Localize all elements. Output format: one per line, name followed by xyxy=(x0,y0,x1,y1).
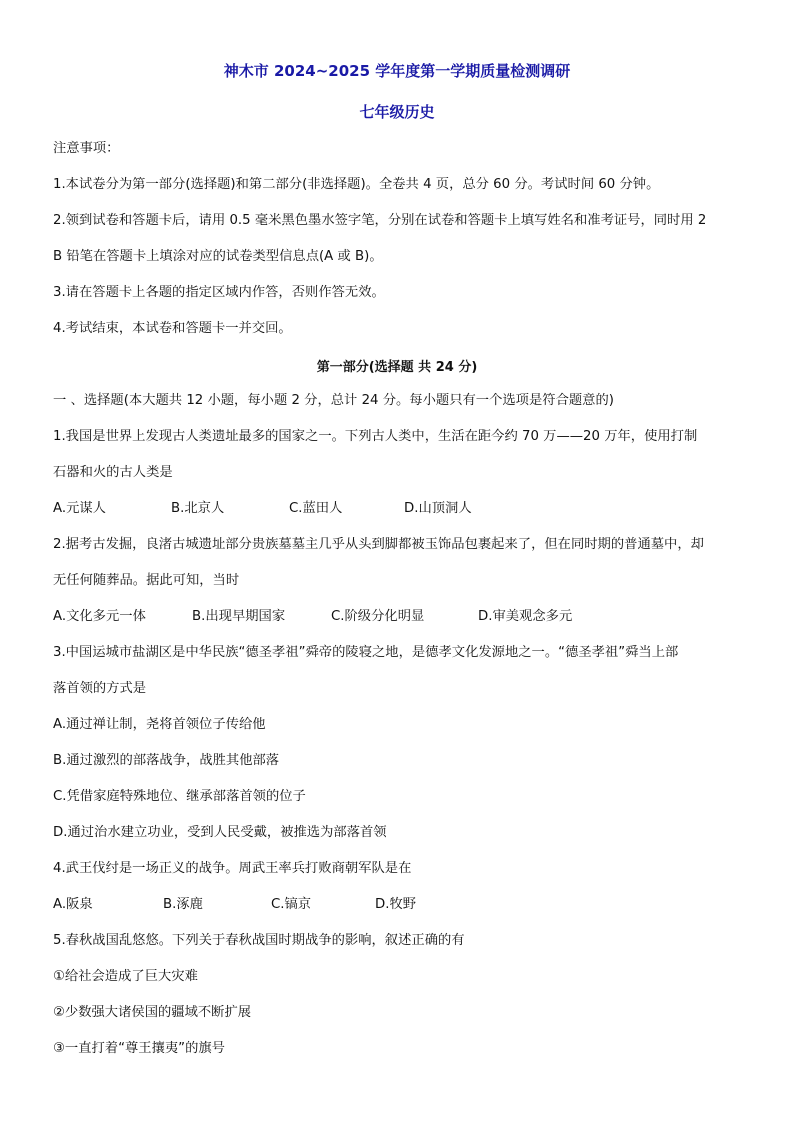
notes-heading: 注意事项： xyxy=(53,141,120,156)
note-item: B 铅笔在答题卡上填涂对应的试卷类型信息点(A 或 B)。 xyxy=(53,249,383,264)
option-a: A.通过禅让制，尧将首领位子传给他 xyxy=(53,717,266,732)
question-1-stem: 石器和火的古人类是 xyxy=(53,465,173,480)
statement-item: ①给社会造成了巨大灾难 xyxy=(53,969,198,984)
question-4-stem: 4.武王伐纣是一场正义的战争。周武王率兵打败商朝军队是在 xyxy=(53,861,412,876)
option-a: A.阪泉 xyxy=(53,897,93,912)
option-b: B.出现早期国家 xyxy=(192,609,286,624)
option-a: A.文化多元一体 xyxy=(53,609,146,624)
question-1-stem: 1.我国是世界上发现古人类遗址最多的国家之一。下列古人类中，生活在距今约 70 万——20 万年，使用打制 xyxy=(53,429,698,444)
exam-subtitle: 七年级历史 xyxy=(359,103,435,121)
question-2-stem: 2.据考古发掘，良渚古城遗址部分贵族墓墓主几乎从头到脚都被玉饰品包裹起来了，但在同时期的普通墓中，却 xyxy=(53,537,704,552)
option-c: C.蓝田人 xyxy=(289,501,343,516)
exam-title: 神木市 2024~2025 学年度第一学期质量检测调研 xyxy=(223,62,571,80)
statement-item: ③一直打着“尊王攘夷”的旗号 xyxy=(53,1041,225,1056)
option-d: D.审美观念多元 xyxy=(478,609,573,624)
note-item: 4.考试结束，本试卷和答题卡一并交回。 xyxy=(53,321,292,336)
note-item: 2.领到试卷和答题卡后，请用 0.5 毫米黑色墨水签字笔，分别在试卷和答题卡上填写姓名和准考证号，同时用 2 xyxy=(53,213,707,228)
note-item: 3.请在答题卡上各题的指定区域内作答，否则作答无效。 xyxy=(53,285,385,300)
option-c: C.凭借家庭特殊地位、继承部落首领的位子 xyxy=(53,789,306,804)
part1-title: 第一部分(选择题 共 24 分) xyxy=(316,360,478,375)
option-c: C.镐京 xyxy=(271,897,312,912)
option-a: A.元谋人 xyxy=(53,501,106,516)
option-b: B.通过激烈的部落战争，战胜其他部落 xyxy=(53,753,280,768)
option-c: C.阶级分化明显 xyxy=(331,609,425,624)
question-3-stem: 3.中国运城市盐湖区是中华民族“德圣孝祖”舜帝的陵寝之地，是德孝文化发源地之一。“德圣孝祖”舜当上部 xyxy=(53,645,679,660)
option-d: D.通过治水建立功业，受到人民受戴，被推选为部落首领 xyxy=(53,825,387,840)
option-b: B.北京人 xyxy=(171,501,225,516)
option-d: D.牧野 xyxy=(375,897,417,912)
statement-item: ②少数强大诸侯国的疆域不断扩展 xyxy=(53,1005,252,1020)
option-d: D.山顶洞人 xyxy=(404,501,472,516)
question-5-stem: 5.春秋战国乱悠悠。下列关于春秋战国时期战争的影响，叙述正确的有 xyxy=(53,933,465,948)
question-3-stem: 落首领的方式是 xyxy=(53,681,147,696)
option-b: B.涿鹿 xyxy=(163,897,203,912)
part1-instruction: 一 、选择题(本大题共 12 小题，每小题 2 分，总计 24 分。每小题只有一个选项是符合题意的) xyxy=(53,393,614,408)
note-item: 1.本试卷分为第一部分(选择题)和第二部分(非选择题)。全卷共 4 页，总分 60 分。考试时间 60 分钟。 xyxy=(53,177,660,192)
question-2-stem: 无任何随葬品。据此可知，当时 xyxy=(53,573,240,588)
